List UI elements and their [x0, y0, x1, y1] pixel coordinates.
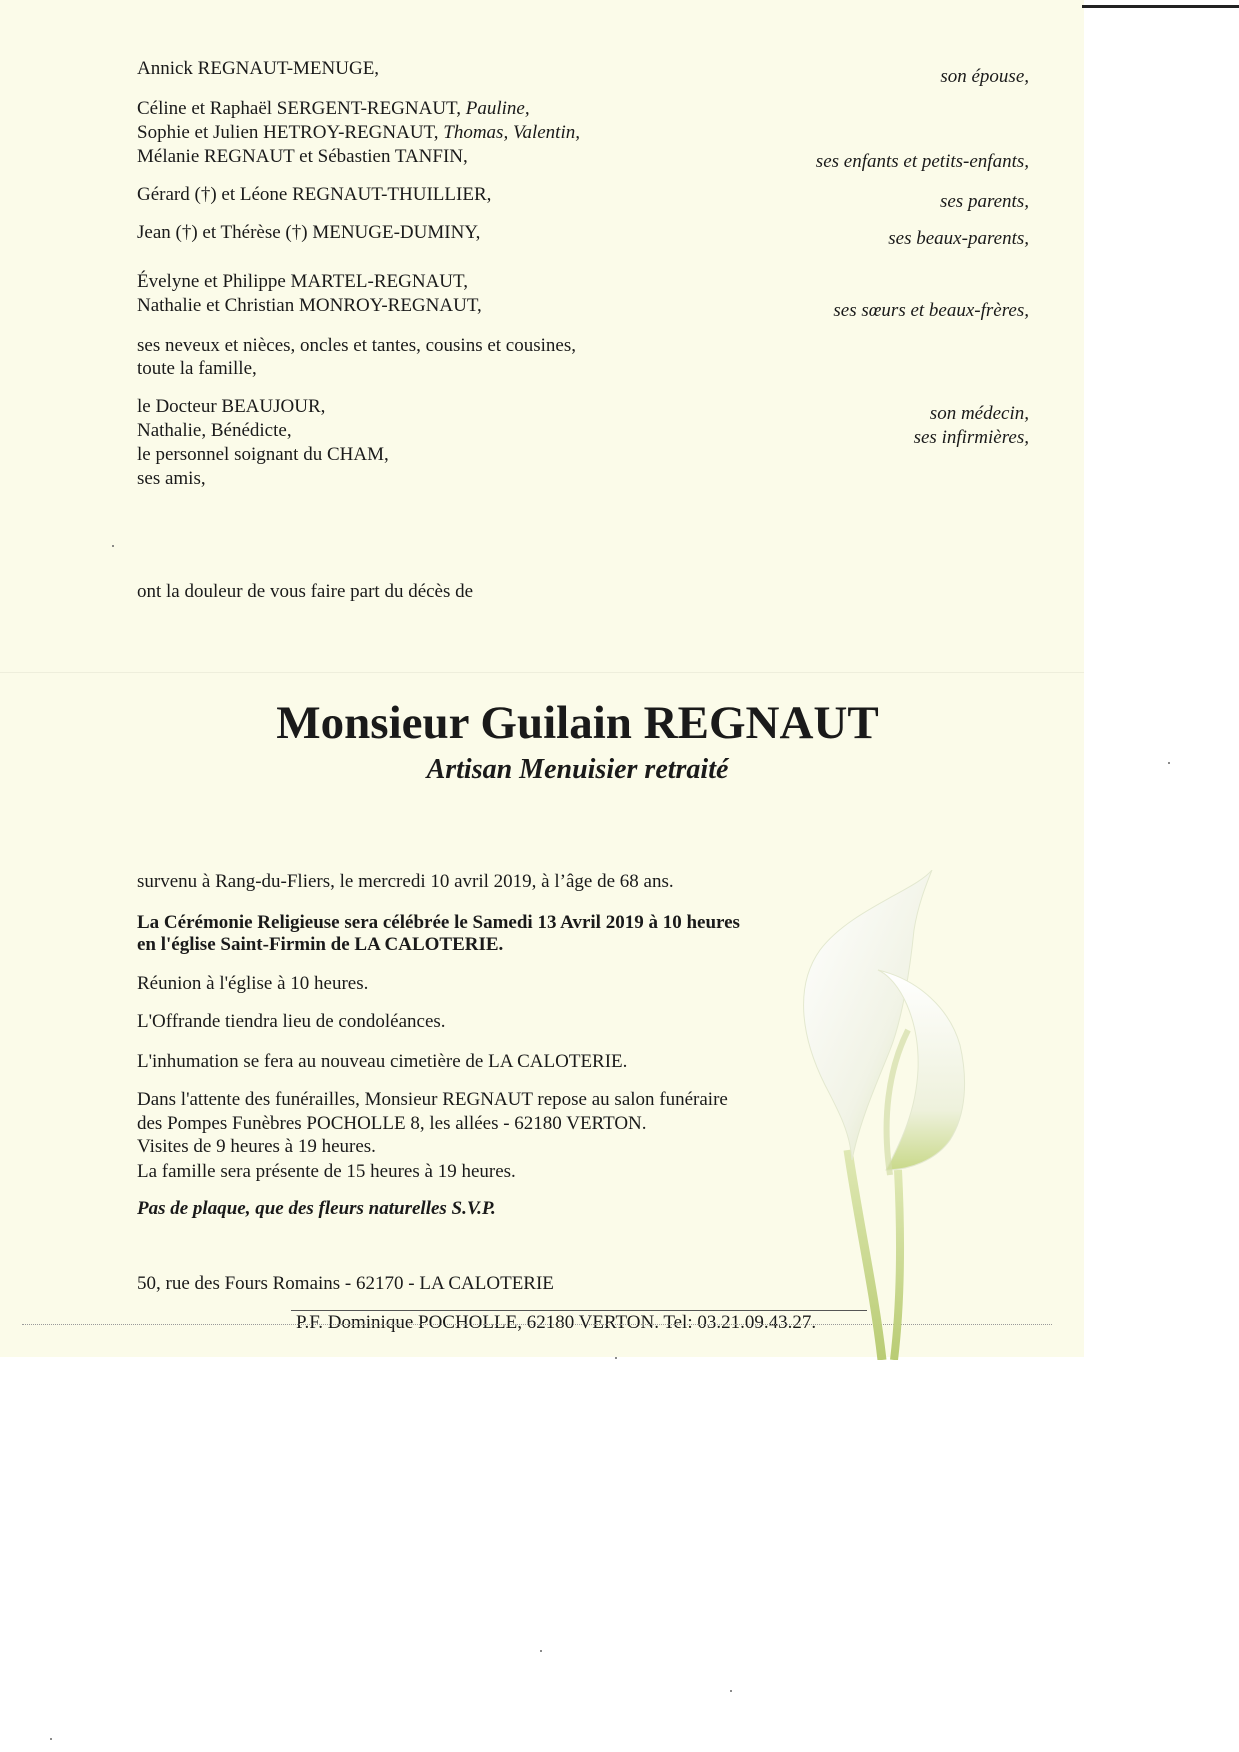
family-presence-line: La famille sera présente de 15 heures à 19 heures. [137, 1161, 516, 1182]
address-line: 50, rue des Fours Romains - 62170 - LA CALOTERIE [137, 1273, 554, 1294]
family-line: Gérard (†) et Léone REGNAUT-THUILLIER, [137, 184, 492, 205]
relation-label: ses beaux-parents, [888, 228, 1029, 249]
family-line: Céline et Raphaël SERGENT-REGNAUT, Pauline, [137, 98, 530, 119]
scan-speck [50, 1738, 52, 1740]
family-line: le personnel soignant du CHAM, [137, 444, 389, 465]
family-line: Nathalie, Bénédicte, [137, 420, 292, 441]
burial-line: L'inhumation se fera au nouveau cimetière de LA CALOTERIE. [137, 1051, 628, 1072]
family-line: Nathalie et Christian MONROY-REGNAUT, [137, 295, 482, 316]
scan-speck [540, 1650, 542, 1652]
funeral-director-footer: P.F. Dominique POCHOLLE, 62180 VERTON. Tel: 03.21.09.43.27. [296, 1312, 817, 1333]
family-line: le Docteur BEAUJOUR, [137, 396, 326, 417]
funeral-home-line: Dans l'attente des funérailles, Monsieur REGNAUT repose au salon funéraire [137, 1089, 728, 1110]
calla-lily-illustration [790, 870, 1050, 1360]
ceremony-line: en l'église Saint-Firmin de LA CALOTERIE. [137, 934, 504, 955]
relation-label: ses infirmières, [913, 427, 1029, 448]
scan-speck [730, 1690, 732, 1692]
family-line: Jean (†) et Thérèse (†) MENUGE-DUMINY, [137, 222, 481, 243]
relation-label: ses parents, [939, 191, 1029, 212]
scan-speck [615, 1357, 617, 1359]
family-line: Sophie et Julien HETROY-REGNAUT, Thomas, Valentin, [137, 122, 580, 143]
relation-label: ses enfants et petits-enfants, [815, 151, 1029, 172]
family-line: Annick REGNAUT-MENUGE, [137, 58, 380, 79]
deceased-profession: Artisan Menuisier retraité [426, 754, 729, 785]
footer-rule [291, 1310, 867, 1311]
family-line: ses neveux et nièces, oncles et tantes, cousins et cousines, [137, 335, 576, 356]
relation-label: ses sœurs et beaux-frères, [833, 300, 1029, 321]
announcement-text: ont la douleur de vous faire part du décès de [137, 581, 474, 602]
ceremony-line: La Cérémonie Religieuse sera célébrée le Samedi 13 Avril 2019 à 10 heures [137, 912, 740, 933]
family-line: Évelyne et Philippe MARTEL-REGNAUT, [137, 271, 468, 292]
relation-label: son médecin, [929, 403, 1029, 424]
offering-line: L'Offrande tiendra lieu de condoléances. [137, 1011, 446, 1032]
fold-line [0, 672, 1084, 673]
relation-label: son épouse, [940, 66, 1029, 87]
funeral-home-line: des Pompes Funèbres POCHOLLE 8, les allées - 62180 VERTON. [137, 1113, 647, 1134]
reunion-line: Réunion à l'église à 10 heures. [137, 973, 369, 994]
scan-edge-line [1082, 5, 1239, 8]
death-notice: survenu à Rang-du-Fliers, le mercredi 10 avril 2019, à l’âge de 68 ans. [137, 871, 674, 892]
family-line: Mélanie REGNAUT et Sébastien TANFIN, [137, 146, 468, 167]
family-line: ses amis, [137, 468, 206, 489]
scan-speck [112, 545, 114, 547]
flowers-note: Pas de plaque, que des fleurs naturelles S.V.P. [137, 1198, 496, 1219]
visits-line: Visites de 9 heures à 19 heures. [137, 1136, 376, 1157]
family-line: toute la famille, [137, 358, 257, 379]
deceased-name: Monsieur Guilain REGNAUT [276, 697, 879, 749]
scan-speck [1168, 762, 1170, 764]
